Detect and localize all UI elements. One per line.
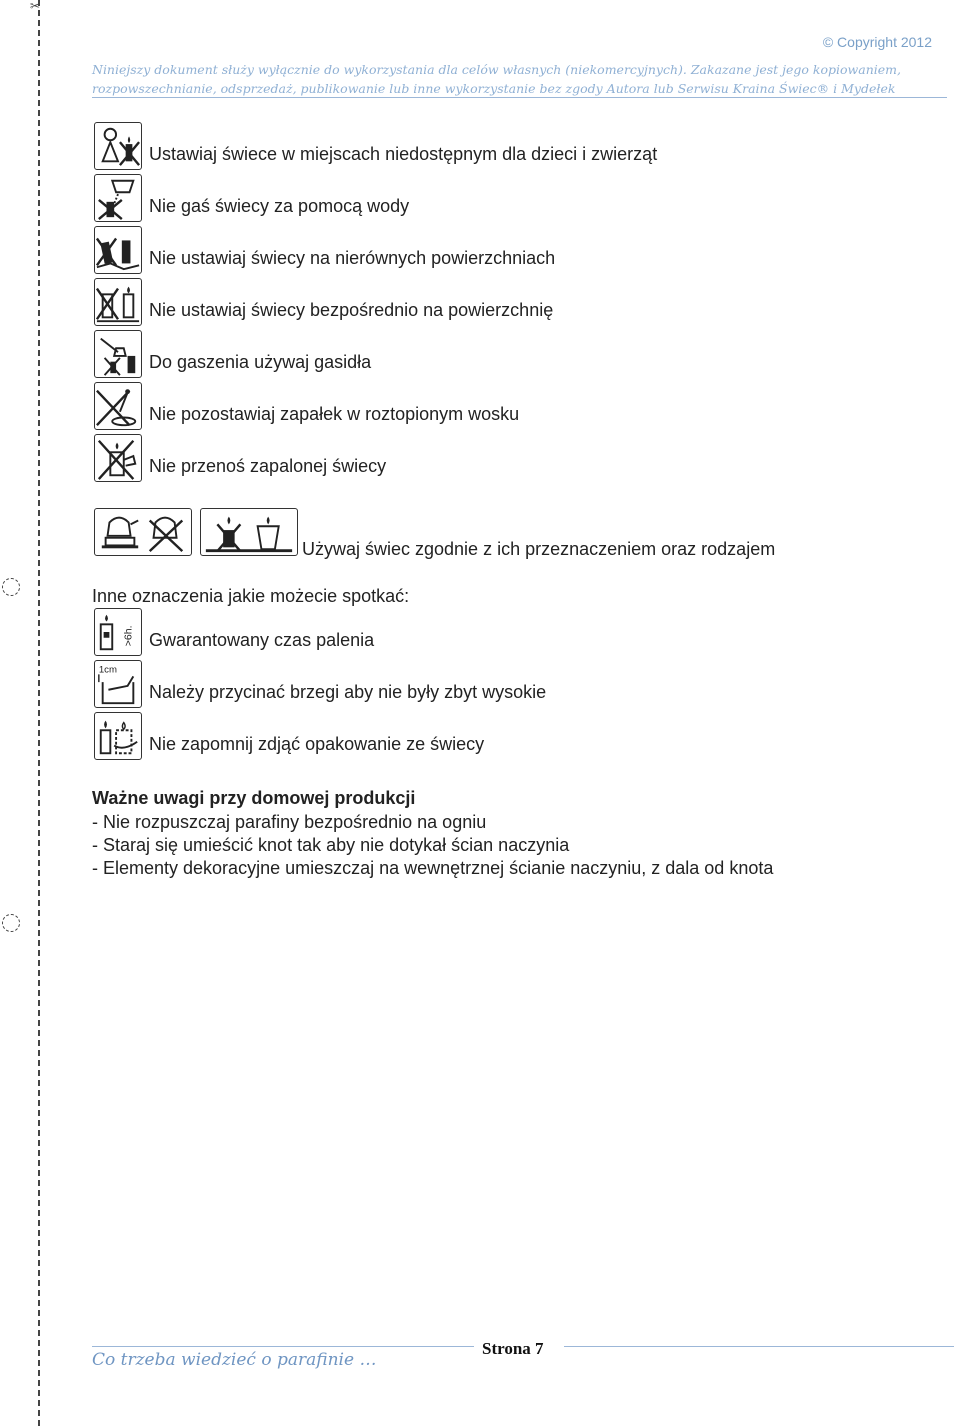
footer-rule [564,1346,954,1347]
warning-text: Nie ustawiaj świecy na nierównych powierzchniach [149,248,556,268]
warning-text: Nie przenoś zapalonej świecy [149,456,387,476]
footer-rule [92,1346,474,1347]
punch-hole-icon [2,578,20,596]
usage-notice [92,60,952,98]
notice-line: Niniejszy dokument służy wyłącznie do wykorzystania dla celów własnych (niekomercyjnych). Zakazane jest jego kopiowaniem, [92,62,901,77]
usage-text: Używaj świec zgodnie z ich przeznaczeniem oraz rodzajem [302,539,776,559]
no-direct-surface-icon [94,278,142,326]
other-marks-title: Inne oznaczenia jakie możecie spotkać: [92,586,410,606]
notes-title: Ważne uwagi przy domowej produkcji [92,788,416,808]
mark-text: Nie zapomnij zdjąć opakowanie ze świecy [149,734,485,754]
header-rule [92,97,947,98]
uneven-surface-icon [94,226,142,274]
warning-text: Nie ustawiaj świecy bezpośrednio na powierzchnię [149,300,554,320]
remove-packaging-icon [94,712,142,760]
teapot-warmer-icon [94,508,192,556]
child-animal-candle-icon [94,122,142,170]
burn-time-icon [94,608,142,656]
warning-text: Ustawiaj świece w miejscach niedostępnym dla dzieci i zwierząt [149,144,658,164]
mark-text: Należy przycinać brzegi aby nie były zbyt wysokie [149,682,547,702]
warning-text: Do gaszenia używaj gasidła [149,352,372,372]
copyright: © Copyright 2012 [822,34,932,50]
warning-text: Nie pozostawiaj zapałek w roztopionym wosku [149,404,520,424]
page-number: Strona 7 [482,1339,544,1358]
no-matches-icon [94,382,142,430]
mark-text: Gwarantowany czas palenia [149,630,375,650]
binding-cut-line [38,0,40,1426]
notice-line: rozpowszechnianie, odsprzedaż, publikowanie lub inne wykorzystanie bez zgody Autora lub Serwisu Kraina Świec® i Mydełek [92,81,896,96]
burn-time-text: >6h. [122,625,135,647]
note-item: - Elementy dekoracyjne umieszczaj na wewnętrznej ścianie naczyniu, z dala od knota [92,858,774,878]
trim-edge-text: 1cm [98,664,117,676]
no-carry-icon [94,434,142,482]
punch-hole-icon [2,914,20,932]
snuffer-icon [94,330,142,378]
note-item: - Staraj się umieścić knot tak aby nie dotykał ścian naczynia [92,835,570,855]
no-water-icon [94,174,142,222]
candle-types-icon [200,508,298,556]
warning-text: Nie gaś świecy za pomocą wody [149,196,410,216]
footer-title: Co trzeba wiedzieć o parafinie … [92,1350,377,1370]
note-item: - Nie rozpuszczaj parafiny bezpośrednio na ogniu [92,812,487,832]
scissors-icon: ✂ [30,0,41,13]
trim-edge-icon [94,660,142,708]
usage-icons [94,508,298,556]
